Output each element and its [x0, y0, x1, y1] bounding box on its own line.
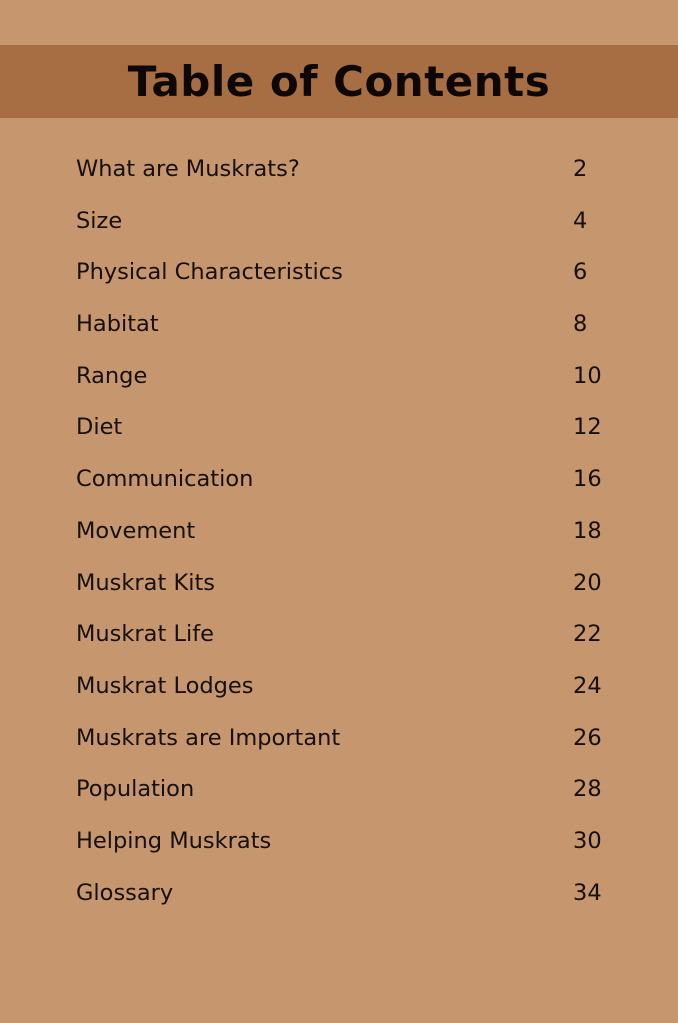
toc-entry-label: Communication — [76, 466, 254, 493]
toc-entry[interactable] — [76, 351, 606, 403]
toc-entry[interactable] — [76, 868, 606, 920]
toc-entry[interactable] — [76, 247, 606, 299]
toc-entry-label: Population — [76, 776, 195, 803]
toc-entry[interactable] — [76, 816, 606, 868]
toc-entry-page-number: 30 — [573, 827, 602, 854]
toc-entry-label: Muskrat Lodges — [76, 672, 254, 699]
toc-entry-page-number: 18 — [573, 517, 602, 544]
toc-entry[interactable] — [76, 713, 606, 765]
toc-entry[interactable] — [76, 506, 606, 558]
toc-entry-label: Muskrat Kits — [76, 569, 215, 596]
toc-entry-page-number: 12 — [573, 414, 602, 441]
toc-entry[interactable] — [76, 764, 606, 816]
toc-entry-label: What are Muskrats? — [76, 156, 300, 182]
toc-entry-label: Habitat — [76, 311, 159, 338]
toc-entry-page-number: 34 — [573, 879, 602, 906]
toc-entry[interactable] — [76, 609, 606, 661]
toc-entry[interactable] — [76, 661, 606, 713]
toc-entry-label: Physical Characteristics — [76, 259, 343, 286]
toc-entry-page-number: 2 — [573, 156, 588, 182]
toc-entry[interactable] — [76, 454, 606, 506]
toc-entry-label: Muskrat Life — [76, 621, 214, 648]
toc-entry[interactable] — [76, 558, 606, 610]
table-of-contents — [76, 144, 606, 919]
toc-entry-page-number: 10 — [573, 362, 602, 389]
toc-entry-label: Range — [76, 362, 148, 389]
toc-entry-page-number: 24 — [573, 672, 602, 699]
toc-entry-label: Movement — [76, 517, 196, 544]
toc-entry-page-number: 8 — [573, 311, 588, 338]
toc-entry[interactable] — [76, 402, 606, 454]
toc-entry-page-number: 28 — [573, 776, 602, 803]
toc-entry[interactable] — [76, 299, 606, 351]
toc-entry-label: Diet — [76, 414, 123, 441]
toc-entry-page-number: 6 — [573, 259, 588, 286]
title-bar — [0, 45, 678, 118]
toc-entry[interactable] — [76, 196, 606, 248]
toc-entry-label: Helping Muskrats — [76, 827, 272, 854]
toc-entry-page-number: 22 — [573, 621, 602, 648]
toc-entry-page-number: 20 — [573, 569, 602, 596]
toc-entry-label: Size — [76, 207, 123, 234]
toc-entry[interactable] — [76, 144, 606, 196]
toc-entry-page-number: 4 — [573, 207, 588, 234]
page-title: Table of Contents — [127, 57, 551, 106]
toc-entry-label: Glossary — [76, 879, 174, 906]
toc-entry-page-number: 16 — [573, 466, 602, 493]
toc-entry-label: Muskrats are Important — [76, 724, 341, 751]
toc-entry-page-number: 26 — [573, 724, 602, 751]
